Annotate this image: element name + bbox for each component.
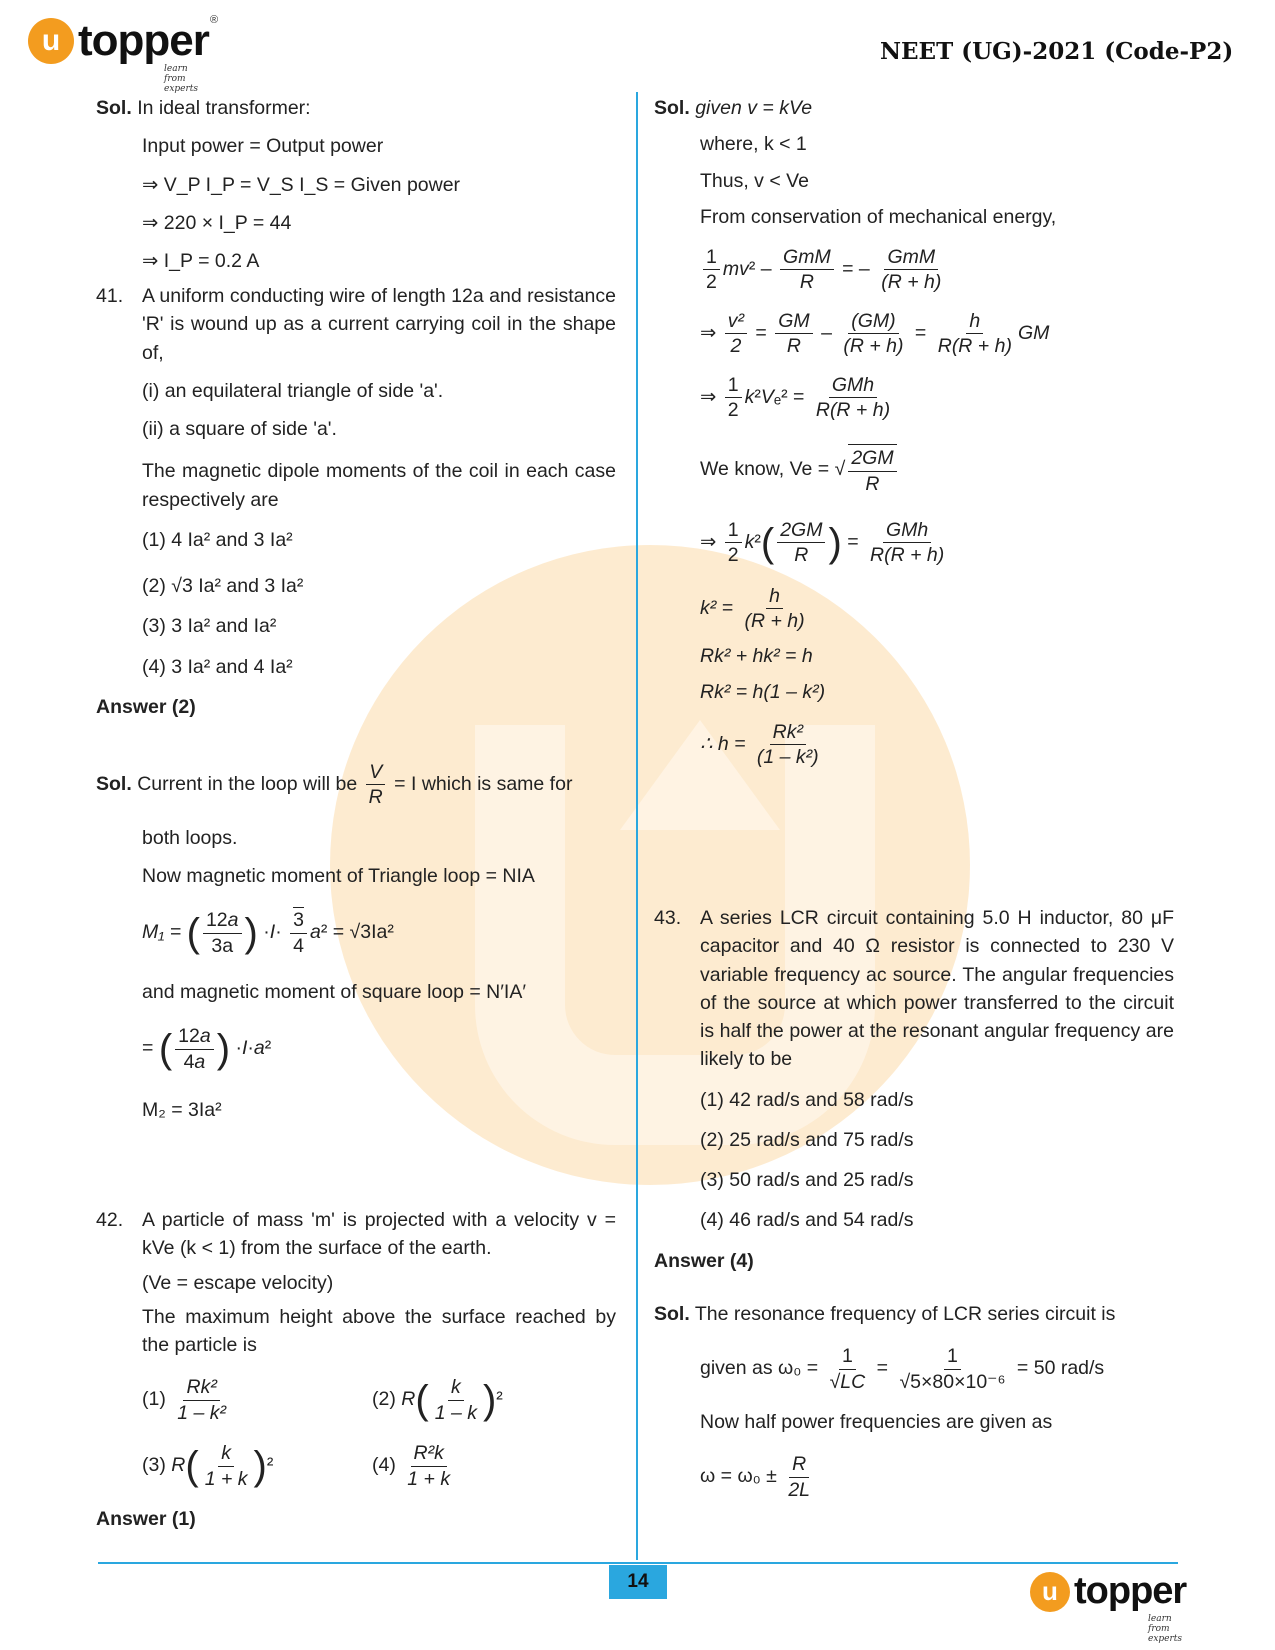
footer-line bbox=[98, 1562, 1178, 1564]
question-42: 42. A particle of mass 'm' is projected with a velocity v = kVe (k < 1) from the surface of the earth. (Ve = escape velocity) The maximum height above the surface reached by the particle is (1) $\frac{\text{Rk²}}{\text{1 – k²}}$ (2) R( $\frac{k}{1 - k}$ )² (3) R( $\frac{k}{1 + k}$ )² (4) $\frac{\text{R²k}}{1 + k}$ Answer (1) bbox=[96, 1206, 616, 1534]
solution-42: Sol. given v = kVe where, k < 1 Thus, v < Ve From conservation of mechanical energy, $\frac{1}{2}$ mv² – $\frac{\text{GmM}}{R}$ = – $\frac{\text{GmM}}{(R + h)}$ ⇒ $\frac{\text{v²}}{2}$ = $\frac{GM}{R}$ – $\frac{(GM)}{(R + h)}$ = $\frac{h}{R(R + h)}$ GM ⇒ $\frac{1}{2}$ k²Vₑ² = $\frac{\text{GMh}}{R(R + h)}$ We know, Ve = √ $\frac{2GM}{R}$ ⇒ $\frac{1}{2}$ k²( $\frac{2GM}{R}$ ) = $\frac{\text{GMh}}{R(R + h)}$ k² = $\frac{h}{(R + h)}$ Rk² + hk² = h Rk² = h(1 – k²) ∴ h = $\frac{\text{Rk²}}{\text{(1 – k²)}}$ bbox=[654, 97, 1057, 769]
page-number: 14 bbox=[609, 1565, 667, 1599]
header-logo: u topper ® learn from experts bbox=[28, 16, 209, 66]
option-3: (3) 50 rad/s and 25 rad/s bbox=[700, 1169, 914, 1192]
left-column: Sol. In ideal transformer: Input power = Output power ⇒ V_P I_P = V_S I_S = Given power ⇒ 220 × I_P = 44 ⇒ I_P = 0.2 A bbox=[96, 97, 461, 273]
solution-43: Sol. The resonance frequency of LCR series circuit is given as ω₀ = $\frac{1}{√LC}$ = $\frac{1}{\text{√5×80×10⁻⁶}}$ = 50 rad/s Now half power frequencies are given as ω = ω₀ ± $\frac{R}{2L}$ bbox=[654, 1303, 1116, 1501]
footer-logo: u topper learn from experts bbox=[1030, 1570, 1186, 1613]
option-2: (2) 25 rad/s and 75 rad/s bbox=[700, 1128, 914, 1151]
option-1: (1) 42 rad/s and 58 rad/s bbox=[700, 1088, 914, 1111]
exam-code: NEET (UG)-2021 (Code-P2) bbox=[880, 38, 1234, 65]
answer-41: Answer (2) bbox=[96, 695, 196, 718]
answer-42: Answer (1) bbox=[96, 1508, 196, 1531]
topper-logo-icon: u bbox=[1030, 1572, 1070, 1612]
option-4: (4) 3 Ia² and 4 Ia² bbox=[142, 655, 293, 678]
question-41: 41. A uniform conducting wire of length 12a and resistance 'R' is wound up as a current carrying coil in the shape of, (i) an equilateral triangle of side 'a'. (ii) a square of side 'a'. The magnetic dipole moments of the coil in each case respectively are (1) 4 Ia² and 3 Ia² (2) √3 Ia² and 3 Ia² (3) 3 Ia² and Ia² (4) 3 Ia² and 4 Ia² Answer (2) bbox=[96, 282, 616, 721]
option-3: (3) 3 Ia² and Ia² bbox=[142, 615, 277, 638]
logo-text: topper bbox=[78, 16, 209, 65]
column-divider bbox=[636, 92, 638, 1560]
option-4: (4) 46 rad/s and 54 rad/s bbox=[700, 1209, 914, 1232]
option-2: (2) √3 Ia² and 3 Ia² bbox=[142, 575, 304, 598]
option-1: (1) 4 Ia² and 3 Ia² bbox=[142, 528, 293, 551]
question-43: 43. A series LCR circuit containing 5.0 H inductor, 80 μF capacitor and 40 Ω resistor is connected to 230 V variable frequency ac source. The angular frequencies of the source at which power transferred to the circuit is half the power at the resonant angular frequency are likely to be (1) 42 rad/s and 58 rad/s (2) 25 rad/s and 75 rad/s (3) 50 rad/s and 25 rad/s (4) 46 rad/s and 54 rad/s Answer (4) bbox=[654, 904, 1174, 1275]
logo-tagline: learn from experts bbox=[164, 64, 199, 94]
answer-43: Answer (4) bbox=[654, 1249, 754, 1272]
solution-41: Sol. Current in the loop will be $\frac{V}{R}$ = I which is same for both loops. Now magnetic moment of Triangle loop = NIA M₁ = ( $\frac{12a}{3a}$ ) ·I· $\frac{3}{4}$ a² = √3Ia² and magnetic moment of square loop = N′IA′ = ( $\frac{12a}{4a}$ ) ·I·a² M₂ = 3Ia² bbox=[96, 761, 573, 1122]
topper-logo-icon: u bbox=[28, 18, 74, 64]
